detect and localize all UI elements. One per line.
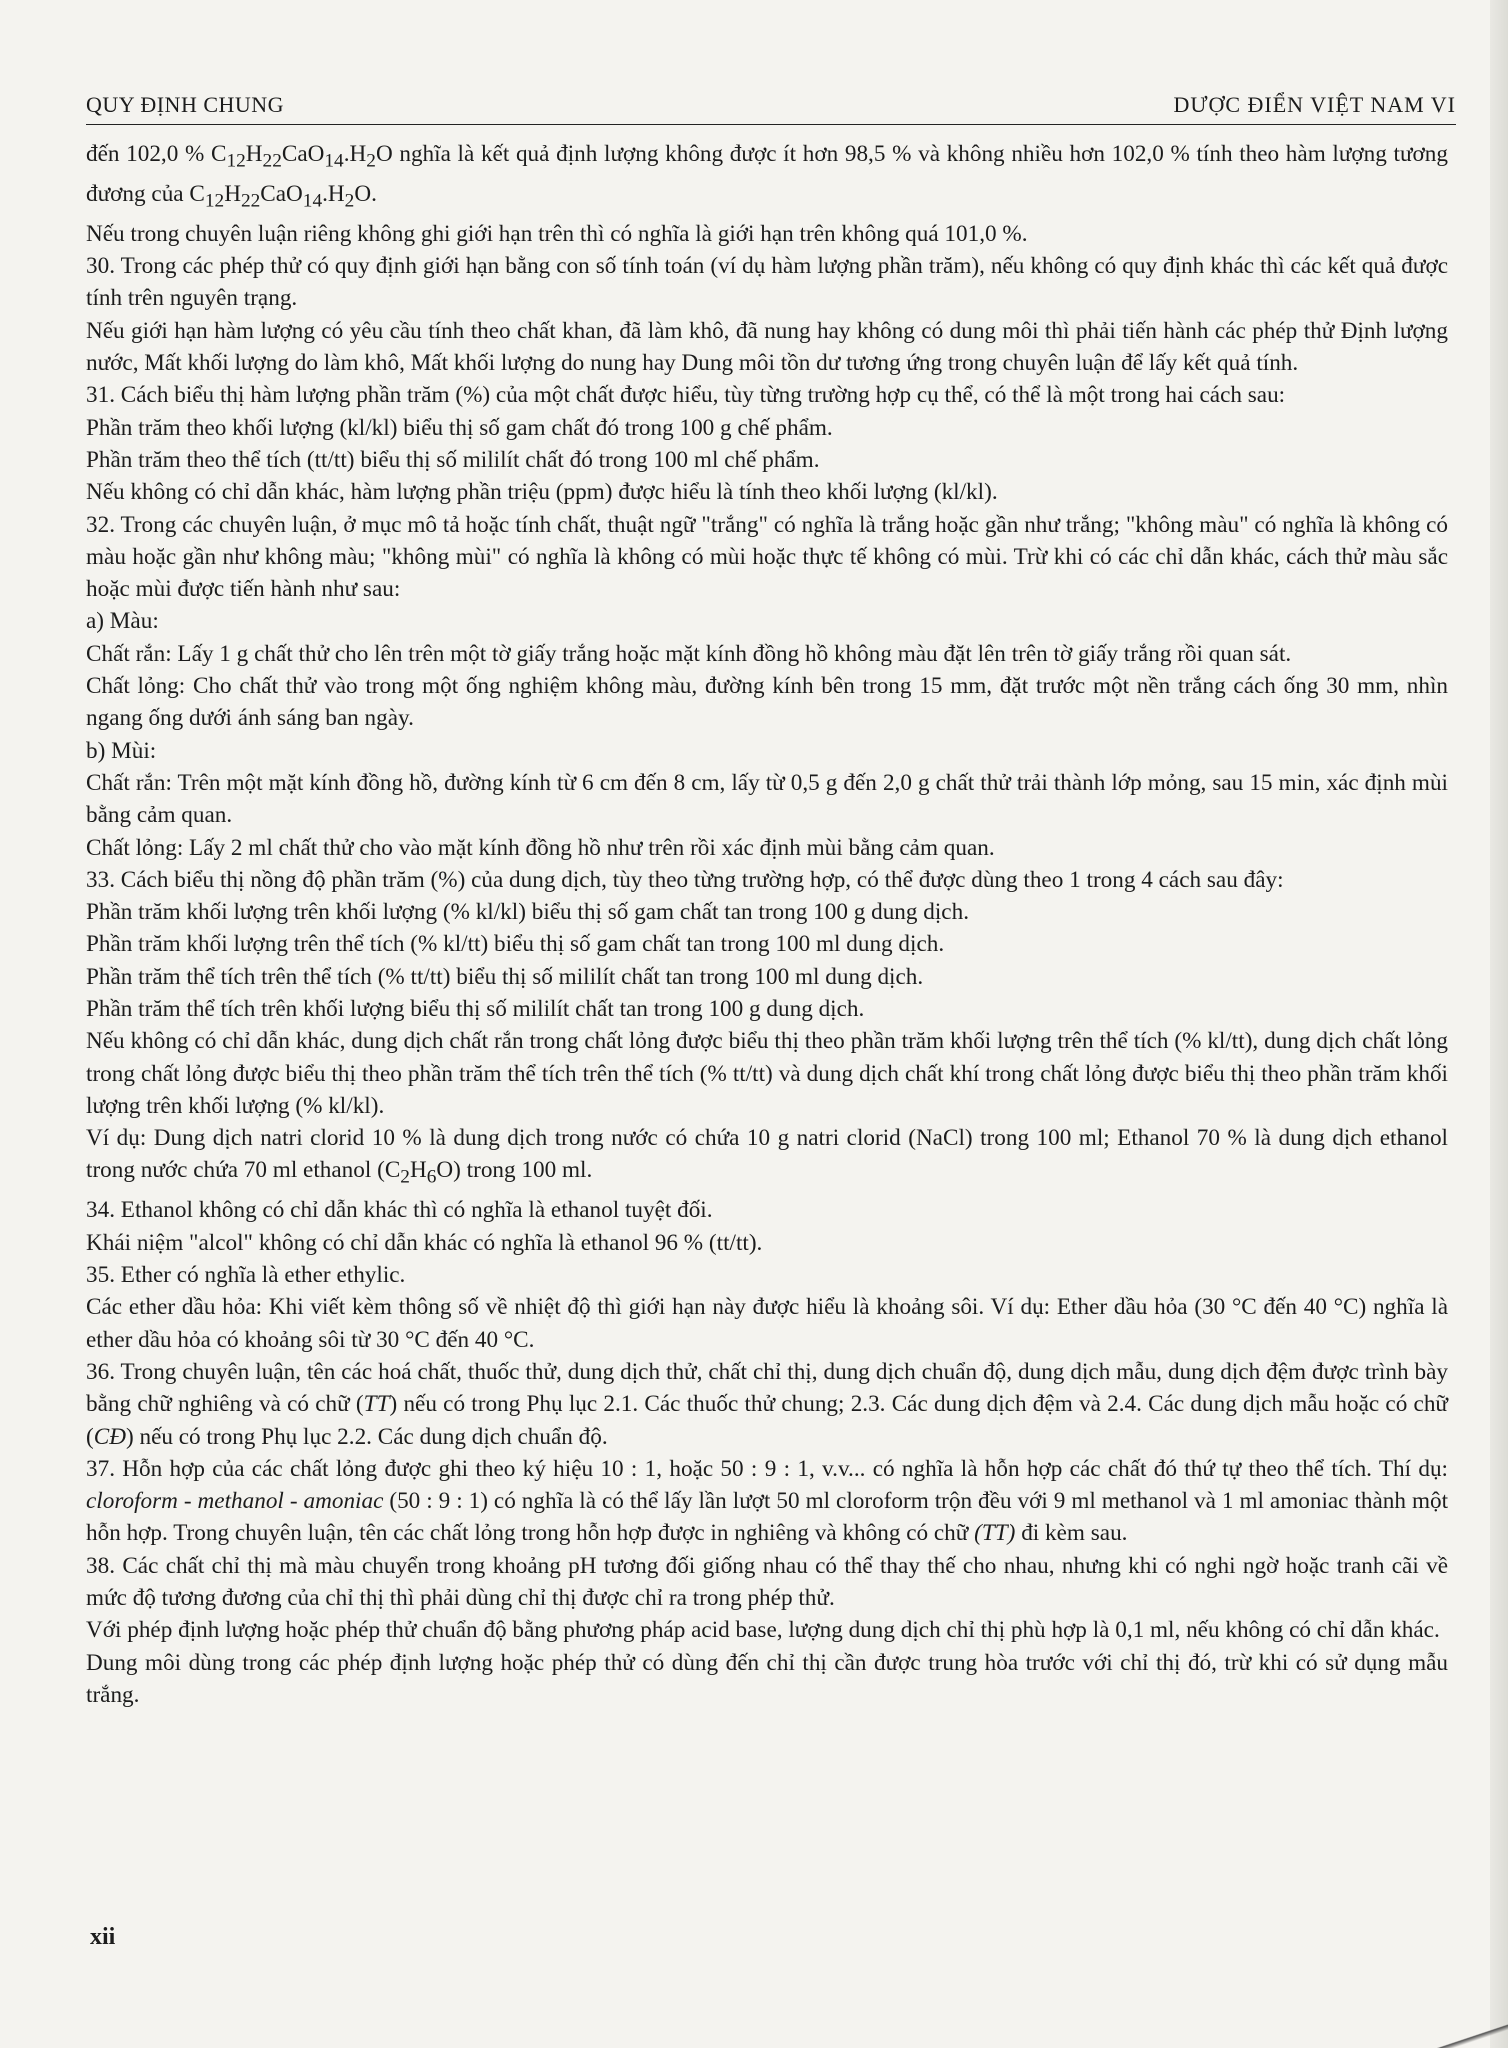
book-title: DƯỢC ĐIỂN VIỆT NAM VI bbox=[1173, 92, 1456, 117]
paragraph: 36. Trong chuyên luận, tên các hoá chất, thuốc thử, dung dịch thử, chất chỉ thị, dung dịch chuẩn độ, dung dịch mẫu, dung dịch đệm được trình bày bằng chữ nghiêng và có chữ (TT) nếu có trong Phụ lục 2.1. Các thuốc thử chung; 2.3. Các dung dịch đệm và 2.4. Các dung dịch mẫu hoặc có chữ (CĐ) nếu có trong Phụ lục 2.2. Các dung dịch chuẩn độ. bbox=[86, 1358, 1448, 1450]
paragraph: 38. Các chất chỉ thị mà màu chuyển trong khoảng pH tương đối giống nhau có thể thay thế cho nhau, nhưng khi có nghi ngờ hoặc tranh cãi về mức độ tương đương của chỉ thị thì phải dùng chỉ thị được chỉ ra trong phép thử. bbox=[86, 1552, 1448, 1611]
paragraph: Chất lỏng: Lấy 2 ml chất thử cho vào mặt kính đồng hồ như trên rồi xác định mùi bằng cảm quan. bbox=[86, 834, 995, 861]
paragraph: Với phép định lượng hoặc phép thử chuẩn độ bằng phương pháp acid base, lượng dung dịch chỉ thị phù hợp là 0,1 ml, nếu không có chỉ dẫn khác. bbox=[86, 1617, 1440, 1644]
paragraph: Các ether dầu hỏa: Khi viết kèm thông số về nhiệt độ thì giới hạn này được hiểu là khoảng sôi. Ví dụ: Ether dầu hỏa (30 °C đến 40 °C) nghĩa là ether dầu hỏa có khoảng sôi từ 30 °C đến 40 °C. bbox=[86, 1294, 1448, 1353]
paragraph: b) Mùi: bbox=[86, 737, 157, 764]
paragraph: Ví dụ: Dung dịch natri clorid 10 % là dung dịch trong nước có chứa 10 g natri clorid (NaCl) trong 100 ml; Ethanol 70 % là dung dịch ethanol trong nước chứa 70 ml ethanol $(C_2H_6O)$ trong 100 ml. bbox=[86, 1125, 1448, 1189]
paragraph: Phần trăm theo khối lượng (kl/kl) biểu thị số gam chất đó trong 100 g chế phẩm. bbox=[86, 414, 833, 441]
paragraph: 31. Cách biểu thị hàm lượng phần trăm (%) của một chất được hiểu, tùy từng trường hợp cụ thể, có thể là một trong hai cách sau: bbox=[86, 382, 1286, 409]
paragraph: 37. Hỗn hợp của các chất lỏng được ghi theo ký hiệu 10 : 1, hoặc 50 : 9 : 1, v.v... có nghĩa là hỗn hợp các chất đó thứ tự theo thể tích. Thí dụ: cloroform - methanol - amoniac (50 : 9 : 1) có nghĩa là có thể lấy lần lượt 50 ml cloroform trộn đều với 9 ml methanol và 1 ml amoniac thành một hỗn hợp. Trong chuyên luận, tên các chất lỏng trong hỗn hợp được in nghiêng và không có chữ (TT) đi kèm sau. bbox=[86, 1455, 1449, 1547]
paragraph: a) Màu: bbox=[86, 608, 159, 635]
paragraph: Chất lỏng: Cho chất thử vào trong một ống nghiệm không màu, đường kính bên trong 15 mm, đặt trước một nền trắng cách ống 30 mm, nhìn ngang ống dưới ánh sáng ban ngày. bbox=[86, 673, 1448, 732]
body-text bbox=[86, 138, 1448, 1711]
paragraph: Nếu không có chỉ dẫn khác, dung dịch chất rắn trong chất lỏng được biểu thị theo phần trăm khối lượng trên thể tích (% kl/tt), dung dịch chất lỏng trong chất lỏng được biểu thị theo phần trăm thể tích trên thể tích (% tt/tt) và dung dịch chất khí trong chất lỏng được biểu thị theo phần trăm khối lượng trên khối lượng (% kl/kl). bbox=[86, 1028, 1448, 1119]
paragraph: 33. Cách biểu thị nồng độ phần trăm (%) của dung dịch, tùy theo từng trường hợp, có thể được dùng theo 1 trong 4 cách sau đây: bbox=[86, 866, 1284, 893]
paragraph: 35. Ether có nghĩa là ether ethylic. bbox=[86, 1262, 406, 1289]
paragraph: Nếu giới hạn hàm lượng có yêu cầu tính theo chất khan, đã làm khô, đã nung hay không có dung môi thì phải tiến hành các phép thử Định lượng nước, Mất khối lượng do làm khô, Mất khối lượng do nung hay Dung môi tồn dư tương ứng trong chuyên luận để lấy kết quả tính. bbox=[86, 317, 1448, 377]
paragraph: đến 102,0 % $C_{12}H_{22}CaO_{14}.H_2O$ nghĩa là kết quả định lượng không được ít hơn 98,5 % và không nhiều hơn 102,0 % tính theo hàm lượng tương đương của $C_{12}H_{22}CaO_{14}.H_2O$. bbox=[86, 141, 1448, 212]
page-edge-shadow bbox=[1490, 0, 1508, 2048]
page-number: xii bbox=[90, 1924, 116, 1950]
paragraph: Phần trăm khối lượng trên thể tích (% kl/tt) biểu thị số gam chất tan trong 100 ml dung dịch. bbox=[86, 931, 945, 958]
paragraph: Phần trăm thể tích trên khối lượng biểu thị số mililít chất tan trong 100 g dung dịch. bbox=[86, 996, 865, 1022]
paragraph: Phần trăm thể tích trên thể tích (% tt/tt) biểu thị số mililít chất tan trong 100 ml dung dịch. bbox=[86, 963, 924, 990]
paragraph: Nếu không có chỉ dẫn khác, hàm lượng phần triệu (ppm) được hiểu là tính theo khối lượng (kl/kl). bbox=[86, 479, 998, 506]
running-header bbox=[86, 90, 1456, 125]
paragraph: 32. Trong các chuyên luận, ở mục mô tả hoặc tính chất, thuật ngữ "trắng" có nghĩa là trắng hoặc gần như trắng; "không màu" có nghĩa là không có màu hoặc gần như không màu; "không mùi" có nghĩa là không có mùi hoặc thực tế không có mùi. Trừ khi có các chỉ dẫn khác, cách thử màu sắc hoặc mùi được tiến hành như sau: bbox=[86, 511, 1448, 603]
paragraph: Khái niệm "alcol" không có chỉ dẫn khác có nghĩa là ethanol 96 % (tt/tt). bbox=[86, 1229, 763, 1256]
paragraph: Nếu trong chuyên luận riêng không ghi giới hạn trên thì có nghĩa là giới hạn trên không quá 101,0 %. bbox=[86, 220, 1028, 247]
section-title: QUY ĐỊNH CHUNG bbox=[86, 92, 285, 117]
paragraph: 30. Trong các phép thử có quy định giới hạn bằng con số tính toán (ví dụ hàm lượng phần trăm), nếu không có quy định khác thì các kết quả được tính trên nguyên trạng. bbox=[86, 253, 1448, 312]
paragraph: 34. Ethanol không có chỉ dẫn khác thì có nghĩa là ethanol tuyệt đối. bbox=[86, 1197, 713, 1224]
page-corner-fold bbox=[1418, 2018, 1508, 2048]
paragraph: Chất rắn: Trên một mặt kính đồng hồ, đường kính từ 6 cm đến 8 cm, lấy từ 0,5 g đến 2,0 g chất thử trải thành lớp mỏng, sau 15 min, xác định mùi bằng cảm quan. bbox=[86, 769, 1448, 829]
paragraph: Dung môi dùng trong các phép định lượng hoặc phép thử có dùng đến chỉ thị cần được trung hòa trước với chỉ thị đó, trừ khi có sử dụng mẫu trắng. bbox=[86, 1649, 1448, 1708]
paragraph: Phần trăm khối lượng trên khối lượng (% kl/kl) biểu thị số gam chất tan trong 100 g dung dịch. bbox=[86, 899, 969, 926]
paragraph: Phần trăm theo thể tích (tt/tt) biểu thị số mililít chất đó trong 100 ml chế phẩm. bbox=[86, 446, 820, 473]
paragraph: Chất rắn: Lấy 1 g chất thử cho lên trên một tờ giấy trắng hoặc mặt kính đồng hồ không màu đặt lên trên tờ giấy trắng rồi quan sát. bbox=[86, 640, 1292, 667]
